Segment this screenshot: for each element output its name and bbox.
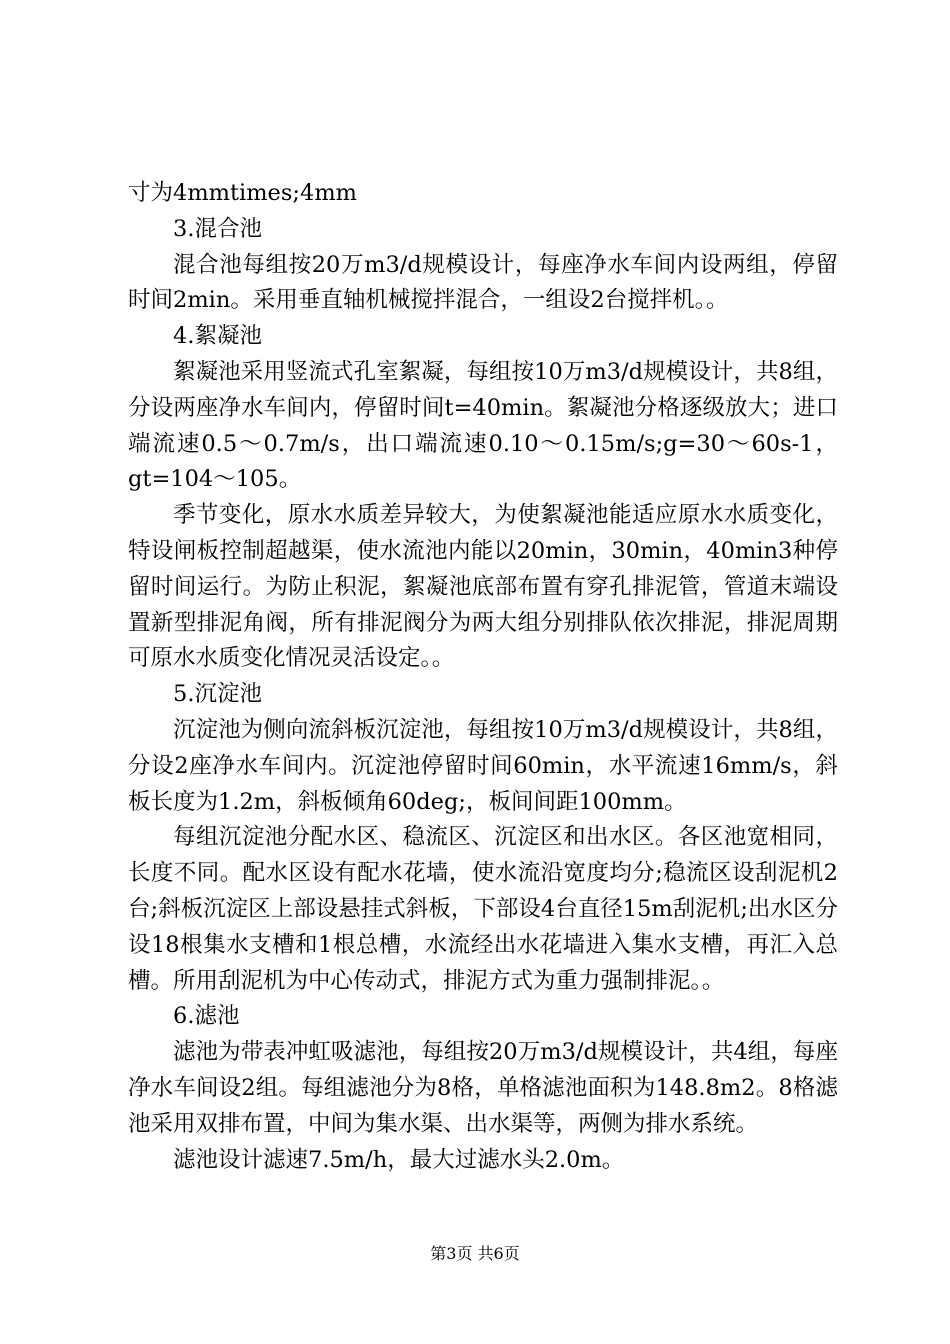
section-heading: 3.混合池 bbox=[173, 215, 262, 242]
paragraph: 滤池设计滤速7.5m/h，最大过滤水头2.0m。 bbox=[173, 1146, 625, 1173]
page-footer bbox=[0, 1244, 950, 1264]
paragraph: 季节变化，原水水质差异较大，为使絮凝池能适应原水水质变化，特设闸板控制超越渠，使水流池内能以20min，30min，40min3种停留时间运行。为防止积泥，絮凝池底部布置有穿孔排泥管，管道末端设置新型排泥角阀，所有排泥阀分为两大组分别排队依次排泥，排泥周期可原水水质变化情况灵活设定。。 bbox=[128, 502, 838, 672]
paragraph: 絮凝池采用竖流式孔室絮凝，每组按10万m3/d规模设计，共8组，分设两座净水车间内，停留时间t=40min。絮凝池分格逐级放大；进口端流速0.5～0.7m/s，出口端流速0.10～0.15m/s;g=30～60s-1，gt=104～105。 bbox=[128, 358, 838, 493]
section-heading: 6.滤池 bbox=[173, 1003, 240, 1030]
section-heading: 5.沉淀池 bbox=[173, 681, 262, 708]
body-text bbox=[128, 176, 838, 1178]
section-heading: 4.絮凝池 bbox=[173, 323, 262, 350]
paragraph: 每组沉淀池分配水区、稳流区、沉淀区和出水区。各区池宽相同，长度不同。配水区设有配水花墙，使水流沿宽度均分;稳流区设刮泥机2台;斜板沉淀区上部设悬挂式斜板，下部设4台直径15m刮泥机;出水区分设18根集水支槽和1根总槽，水流经出水花墙进入集水支槽，再汇入总槽。所用刮泥机为中心传动式，排泥方式为重力强制排泥。。 bbox=[128, 824, 838, 994]
paragraph: 沉淀池为侧向流斜板沉淀池，每组按10万m3/d规模设计，共8组，分设2座净水车间内。沉淀池停留时间60min，水平流速16mm/s，斜板长度为1.2m，斜板倾角60deg;，板间间距100mm。 bbox=[128, 716, 838, 815]
paragraph: 滤池为带表冲虹吸滤池，每组按20万m3/d规模设计，共4组，每座净水车间设2组。每组滤池分为8格，单格滤池面积为148.8m2。8格滤池采用双排布置，中间为集水渠、出水渠等，两侧为排水系统。 bbox=[128, 1039, 838, 1137]
page-number: 第3页 共6页 bbox=[430, 1244, 520, 1263]
paragraph: 寸为4mmtimes;4mm bbox=[128, 180, 357, 206]
paragraph: 混合池每组按20万m3/d规模设计，每座净水车间内设两组，停留时间2min。采用垂直轴机械搅拌混合，一组设2台搅拌机。。 bbox=[128, 251, 838, 314]
